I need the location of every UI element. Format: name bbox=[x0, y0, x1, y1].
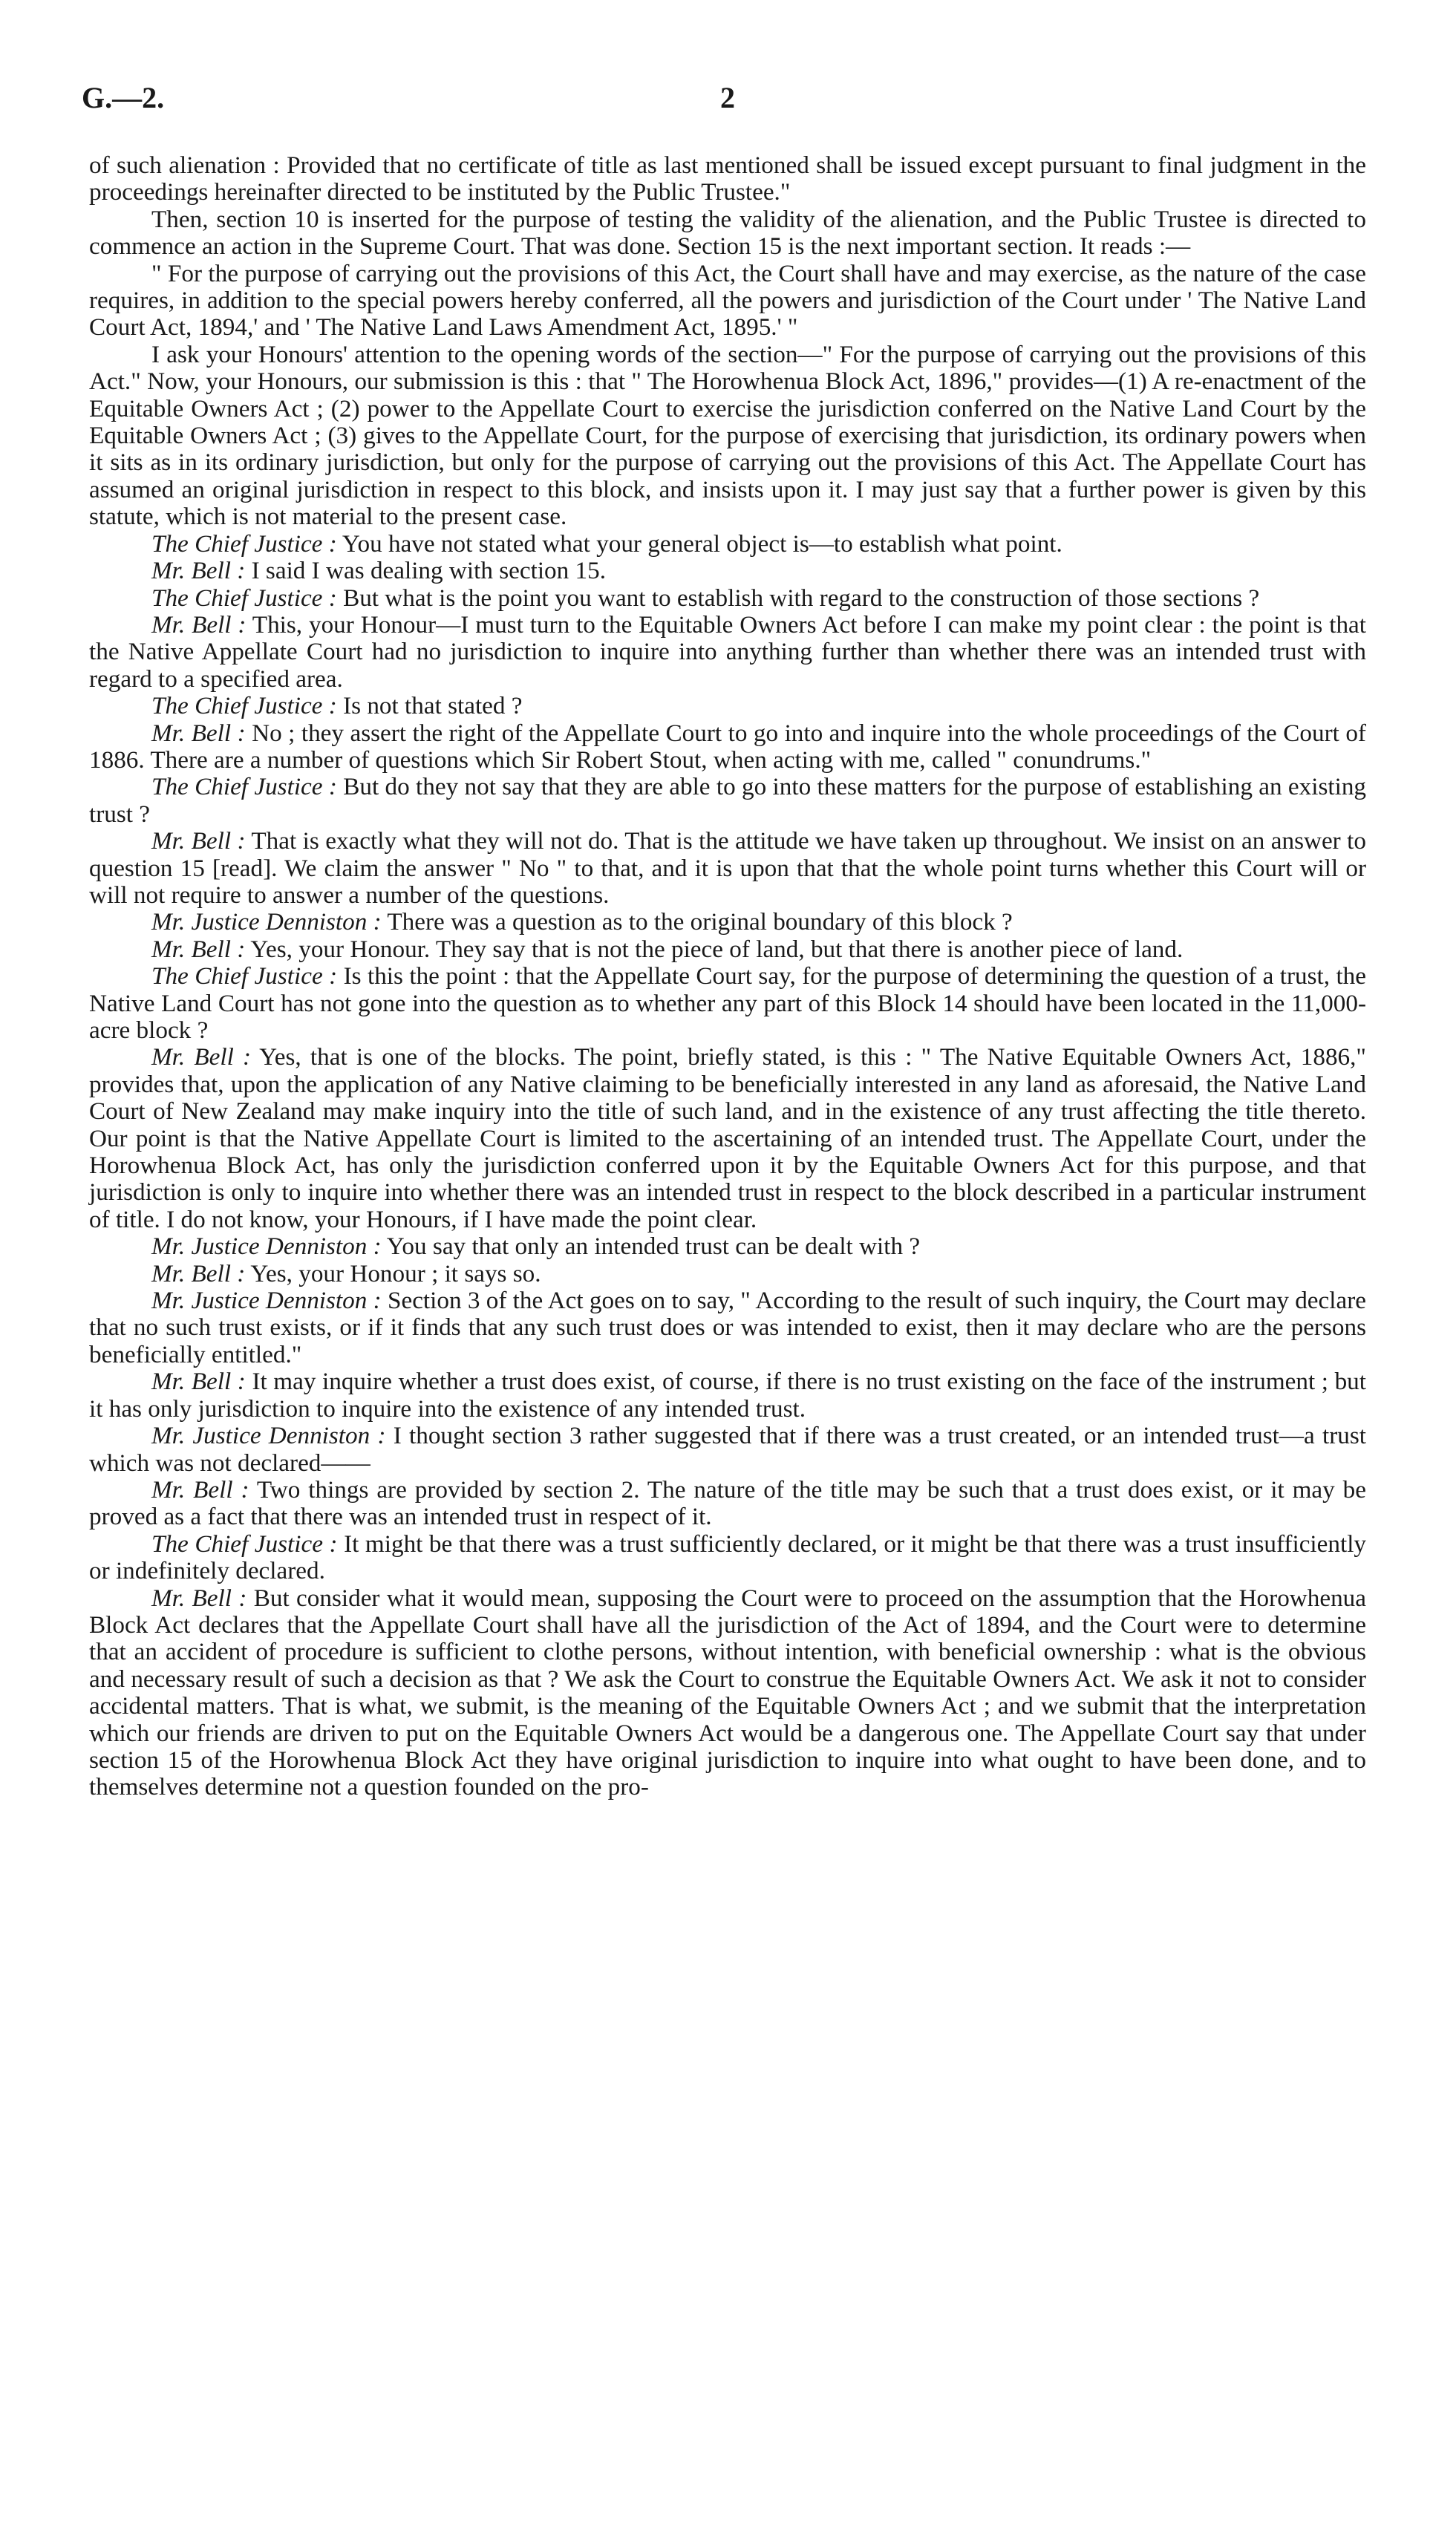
speaker-name: Mr. Justice Denniston : bbox=[151, 908, 382, 936]
speaker-name: The Chief Justice : bbox=[151, 529, 337, 558]
dialogue-paragraph bbox=[89, 936, 1366, 963]
dialogue-paragraph bbox=[89, 585, 1366, 612]
page-number: 2 bbox=[720, 81, 735, 114]
dialogue-paragraph bbox=[89, 720, 1366, 774]
dialogue-paragraph bbox=[89, 558, 1366, 584]
paragraph-text: I ask your Honours' attention to the opening words of the section—" For the purpose of carrying out the provisions of this Act." Now, your Honours, our submission is this : that " The Horowhenua Block Act, 1896," provides—(1) A re-enactment of the Equitable Owners Act ; (2) power to the Appellate Court to exercise the jurisdiction conferred on the Native Land Court by the Equitable Owners Act ; (3) gives to the Appellate Court, for the purpose of exercising that jurisdiction, its ordinary powers when it sits as in its ordinary jurisdiction, but only for the purpose of carrying out the provisions of this Act. The Appellate Court has assumed an original jurisdiction in respect to this block, and insists upon it. I may just say that a further power is given by this statute, which is not material to the present case. bbox=[89, 340, 1366, 531]
speaker-name: Mr. Bell : bbox=[151, 719, 246, 747]
speaker-name: Mr. Justice Denniston : bbox=[151, 1287, 382, 1315]
speaker-name: The Chief Justice : bbox=[151, 962, 338, 990]
speech-text: But do they not say that they are able to go into these matters for the purpose of establishing an existing trust ? bbox=[89, 773, 1367, 828]
speaker-name: Mr. Justice Denniston : bbox=[151, 1422, 386, 1450]
speech-text: Section 3 of the Act goes on to say, " According to the result of such inquiry, the Court may declare that no such trust exists, or if it finds that any such trust does or was intended to exist, then it may declare who are the persons beneficially entitled." bbox=[89, 1287, 1367, 1368]
dialogue-paragraph bbox=[89, 828, 1366, 909]
paragraph-text: Then, section 10 is inserted for the purpose of testing the validity of the alienation, and the Public Trustee is directed to commence an action in the Supreme Court. That was done. Section 15 is the next important section. It reads :— bbox=[89, 205, 1366, 261]
dialogue-paragraph bbox=[89, 1233, 1366, 1260]
speaker-name: Mr. Bell : bbox=[151, 1043, 252, 1071]
speech-text: That is exactly what they will not do. That is the attitude we have taken up throughout. We insist on an answer to question 15 [read]. We claim the answer " No " to that, and it is upon that that the whole point turns whether this Court will or will not require to answer a number of the questions. bbox=[89, 827, 1366, 909]
dialogue-paragraph bbox=[89, 1368, 1366, 1423]
speech-text: Is this the point : that the Appellate Court say, for the purpose of determining the question of a trust, the Native Land Court has not gone into the question as to whether any part of this Block 14 should have been located in the 11,000-acre block ? bbox=[89, 962, 1367, 1044]
quoted-section-text: " For the purpose of carrying out the provisions of this Act, the Court shall have and may exercise, as the nature of the case requires, in addition to the special powers hereby conferred, all the powers and jurisdiction of the Court under ' The Native Land Court Act, 1894,' and ' The Native Land Laws Amendment Act, 1895.' " bbox=[89, 259, 1366, 342]
paragraph bbox=[89, 342, 1366, 531]
document-reference: G.—2. bbox=[82, 81, 165, 114]
dialogue-paragraph bbox=[89, 1531, 1366, 1585]
paragraph-text: of such alienation : Provided that no certificate of title as last mentioned shall be issued except pursuant to final judgment in the proceedings hereinafter directed to be instituted by the Public Trustee." bbox=[89, 151, 1366, 206]
dialogue-paragraph bbox=[89, 1044, 1366, 1233]
speech-text: Yes, that is one of the blocks. The point, briefly stated, is this : " The Native Equitable Owners Act, 1886," provides that, upon the application of any Native claiming to be beneficially interested in any land as aforesaid, the Native Land Court of New Zealand may make inquiry into the title of such land, and in the existence of any trust affecting the title thereto. Our point is that the Native Appellate Court is limited to the ascertaining of an intended trust. The Appellate Court, under the Horowhenua Block Act, has only the jurisdiction conferred upon it by the Equitable Owners Act for this purpose, and that jurisdiction is only to inquire into whether there was an intended trust in respect to the block described in a particular instrument of title. I do not know, your Honours, if I have made the point clear. bbox=[89, 1043, 1366, 1233]
speaker-name: The Chief Justice : bbox=[151, 1530, 338, 1558]
speech-text: You have not stated what your general object is—to establish what point. bbox=[342, 529, 1062, 558]
dialogue-paragraph bbox=[89, 963, 1366, 1044]
dialogue-paragraph bbox=[89, 1585, 1366, 1801]
speaker-name: Mr. Bell : bbox=[151, 1475, 249, 1504]
speech-text: You say that only an intended trust can be dealt with ? bbox=[386, 1233, 921, 1261]
paragraph bbox=[89, 152, 1366, 206]
speech-text: There was a question as to the original boundary of this block ? bbox=[387, 908, 1013, 936]
speaker-name: Mr. Bell : bbox=[151, 557, 246, 585]
speech-text: No ; they assert the right of the Appellate Court to go into and inquire into the whole proceedings of the Court of 1886. There are a number of questions which Sir Robert Stout, when acting with me, called " conundrums." bbox=[89, 719, 1366, 774]
speech-text: I said I was dealing with section 15. bbox=[251, 557, 607, 585]
dialogue-paragraph bbox=[89, 774, 1366, 828]
dialogue-paragraph bbox=[89, 1261, 1366, 1287]
page-header bbox=[82, 80, 1374, 125]
speaker-name: Mr. Bell : bbox=[151, 827, 246, 855]
speech-text: Two things are provided by section 2. The nature of the title may be such that a trust does exist, or it may be proved as a fact that there was an intended trust in respect of it. bbox=[89, 1475, 1366, 1531]
transcript-body bbox=[89, 152, 1366, 1801]
speaker-name: Mr. Bell : bbox=[151, 935, 246, 963]
dialogue-paragraph bbox=[89, 693, 1366, 719]
speech-text: It might be that there was a trust sufficiently declared, or it might be that there was a trust insufficiently or indefinitely declared. bbox=[89, 1530, 1367, 1585]
speaker-name: Mr. Bell : bbox=[151, 1584, 247, 1612]
speaker-name: The Chief Justice : bbox=[151, 773, 337, 801]
dialogue-paragraph bbox=[89, 909, 1366, 936]
dialogue-paragraph bbox=[89, 1423, 1366, 1477]
speaker-name: Mr. Bell : bbox=[151, 1259, 246, 1287]
speech-text: But consider what it would mean, supposing the Court were to proceed on the assumption that the Horowhenua Block Act declares that the Appellate Court shall have all the jurisdiction of the Act of 1894, and the Court were to determine that an accident of procedure is sufficient to clothe persons, without intention, with beneficial ownership : what is the obvious and necessary result of such a decision as that ? We ask the Court to construe the Equitable Owners Act. We ask it not to consider accidental matters. That is what, we submit, is the meaning of the Equitable Owners Act ; and we submit that the interpretation which our friends are driven to put on the Equitable Owners Act would be a dangerous one. The Appellate Court say that under section 15 of the Horowhenua Block Act they have original jurisdiction to inquire into what ought to have been done, and to themselves determine not a question founded on the pro- bbox=[89, 1584, 1366, 1801]
speech-text: But what is the point you want to establish with regard to the construction of those sections ? bbox=[343, 584, 1260, 612]
speaker-name: Mr. Bell : bbox=[151, 1368, 246, 1396]
speech-text: I thought section 3 rather suggested that if there was a trust created, or an intended trust—a trust which was not declared—— bbox=[89, 1422, 1366, 1477]
speaker-name: The Chief Justice : bbox=[151, 692, 337, 720]
speech-text: Yes, your Honour. They say that is not the piece of land, but that there is another piece of land. bbox=[250, 935, 1184, 963]
dialogue-paragraph bbox=[89, 612, 1366, 693]
paragraph bbox=[89, 261, 1366, 342]
speaker-name: Mr. Bell : bbox=[151, 610, 247, 639]
dialogue-paragraph bbox=[89, 1287, 1366, 1368]
speech-text: This, your Honour—I must turn to the Equitable Owners Act before I can make my point clear : the point is that the Native Appellate Court had no jurisdiction to inquire into anything further than whether there was an intended trust with regard to a specified area. bbox=[89, 610, 1366, 693]
speaker-name: The Chief Justice : bbox=[151, 584, 337, 612]
speech-text: Is not that stated ? bbox=[343, 692, 523, 720]
dialogue-paragraph bbox=[89, 531, 1366, 558]
speaker-name: Mr. Justice Denniston : bbox=[151, 1233, 382, 1261]
paragraph bbox=[89, 206, 1366, 261]
speech-text: Yes, your Honour ; it says so. bbox=[250, 1259, 541, 1287]
speech-text: It may inquire whether a trust does exist, of course, if there is no trust existing on the face of the instrument ; but it has only jurisdiction to inquire into the existence of any intended trust. bbox=[89, 1368, 1366, 1423]
dialogue-paragraph bbox=[89, 1477, 1366, 1531]
